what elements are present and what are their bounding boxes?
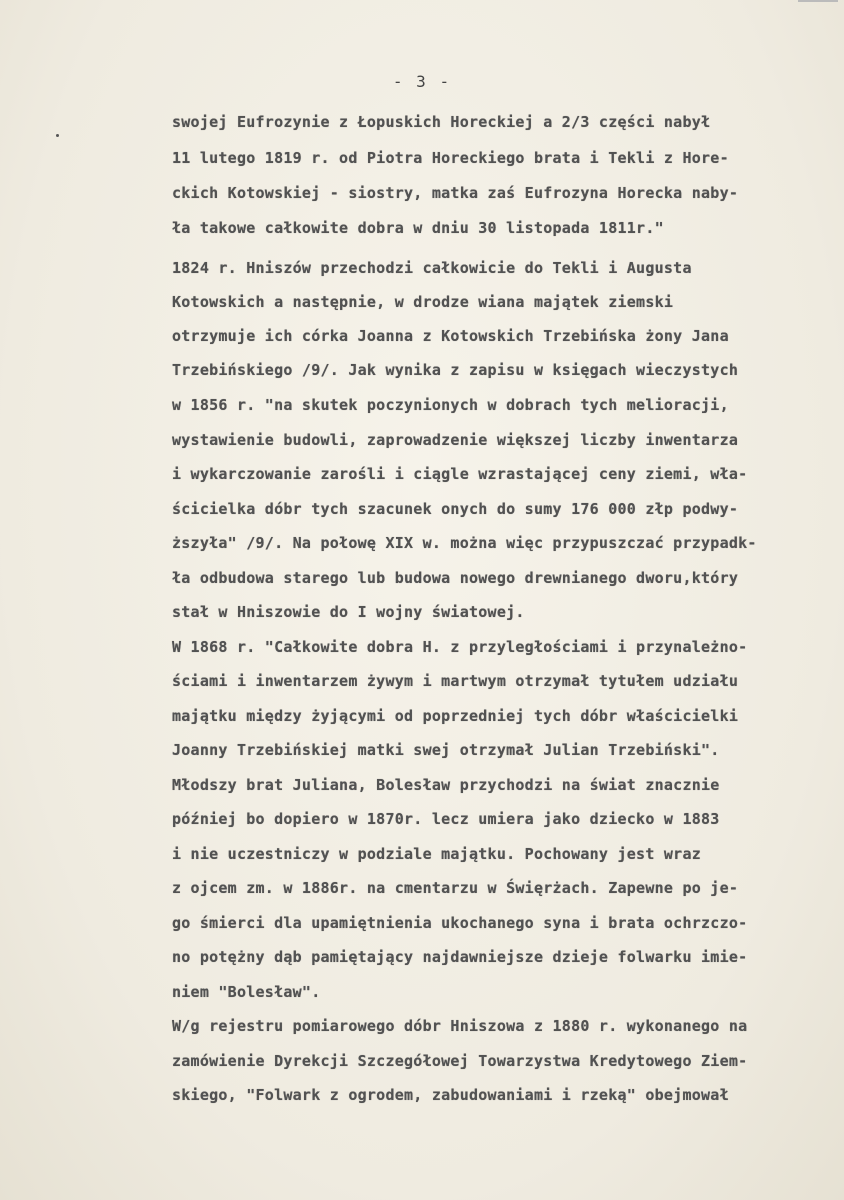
text-line: zamówienie Dyrekcji Szczegółowej Towarzystwa Kredytowego Ziem- <box>172 1052 748 1070</box>
text-line: stał w Hniszowie do I wojny światowej. <box>172 603 525 621</box>
text-line: no potężny dąb pamiętający najdawniejsze dzieje folwarku imie- <box>172 948 748 966</box>
text-line: ścicielka dóbr tych szacunek onych do sumy 176 000 złp podwy- <box>172 500 739 518</box>
text-line: 1824 r. Hniszów przechodzi całkowicie do Tekli i Augusta <box>172 259 692 277</box>
text-line: swojej Eufrozynie z Łopuskich Horeckiej a 2/3 części nabył <box>172 113 711 131</box>
text-line: 11 lutego 1819 r. od Piotra Horeckiego brata i Tekli z Hore- <box>172 149 729 167</box>
text-line: Młodszy brat Juliana, Bolesław przychodzi na świat znacznie <box>172 776 720 794</box>
text-line: W 1868 r. "Całkowite dobra H. z przyległościami i przynależno- <box>172 638 748 656</box>
text-line: W/g rejestru pomiarowego dóbr Hniszowa z 1880 r. wykonanego na <box>172 1017 748 1035</box>
text-line: otrzymuje ich córka Joanna z Kotowskich Trzebińska żony Jana <box>172 327 729 345</box>
text-line: Joanny Trzebińskiej matki swej otrzymał Julian Trzebiński". <box>172 741 720 759</box>
text-line: go śmierci dla upamiętnienia ukochanego syna i brata ochrzczo- <box>172 914 748 932</box>
text-line: ła takowe całkowite dobra w dniu 30 listopada 1811r." <box>172 219 664 237</box>
text-line: Trzebińskiego /9/. Jak wynika z zapisu w księgach wieczystych <box>172 361 739 379</box>
text-line: później bo dopiero w 1870r. lecz umiera jako dziecko w 1883 <box>172 810 720 828</box>
text-line: w 1856 r. "na skutek poczynionych w dobrach tych melioracji, <box>172 396 729 414</box>
margin-mark <box>56 134 59 137</box>
scan-edge-mark <box>798 0 838 2</box>
text-line: majątku między żyjącymi od poprzedniej tych dóbr właścicielki <box>172 707 739 725</box>
text-line: z ojcem zm. w 1886r. na cmentarzu w Święrżach. Zapewne po je- <box>172 879 739 897</box>
page-number: - 3 - <box>392 72 452 91</box>
text-line: Kotowskich a następnie, w drodze wiana majątek ziemski <box>172 293 674 311</box>
text-line: ściami i inwentarzem żywym i martwym otrzymał tytułem udziału <box>172 672 739 690</box>
text-line: wystawienie budowli, zaprowadzenie większej liczby inwentarza <box>172 431 739 449</box>
text-line: skiego, "Folwark z ogrodem, zabudowaniami i rzeką" obejmował <box>172 1086 729 1104</box>
text-line: niem "Bolesław". <box>172 983 321 1001</box>
text-line: ckich Kotowskiej - siostry, matka zaś Eufrozyna Horecka naby- <box>172 184 739 202</box>
text-line: i nie uczestniczy w podziale majątku. Pochowany jest wraz <box>172 845 702 863</box>
text-line: i wykarczowanie zarośli i ciągle wzrastającej ceny ziemi, wła- <box>172 465 748 483</box>
text-line: ła odbudowa starego lub budowa nowego drewnianego dworu,który <box>172 569 739 587</box>
text-line: ższyła" /9/. Na połowę XIX w. można więc przypuszczać przypadk- <box>172 534 757 552</box>
